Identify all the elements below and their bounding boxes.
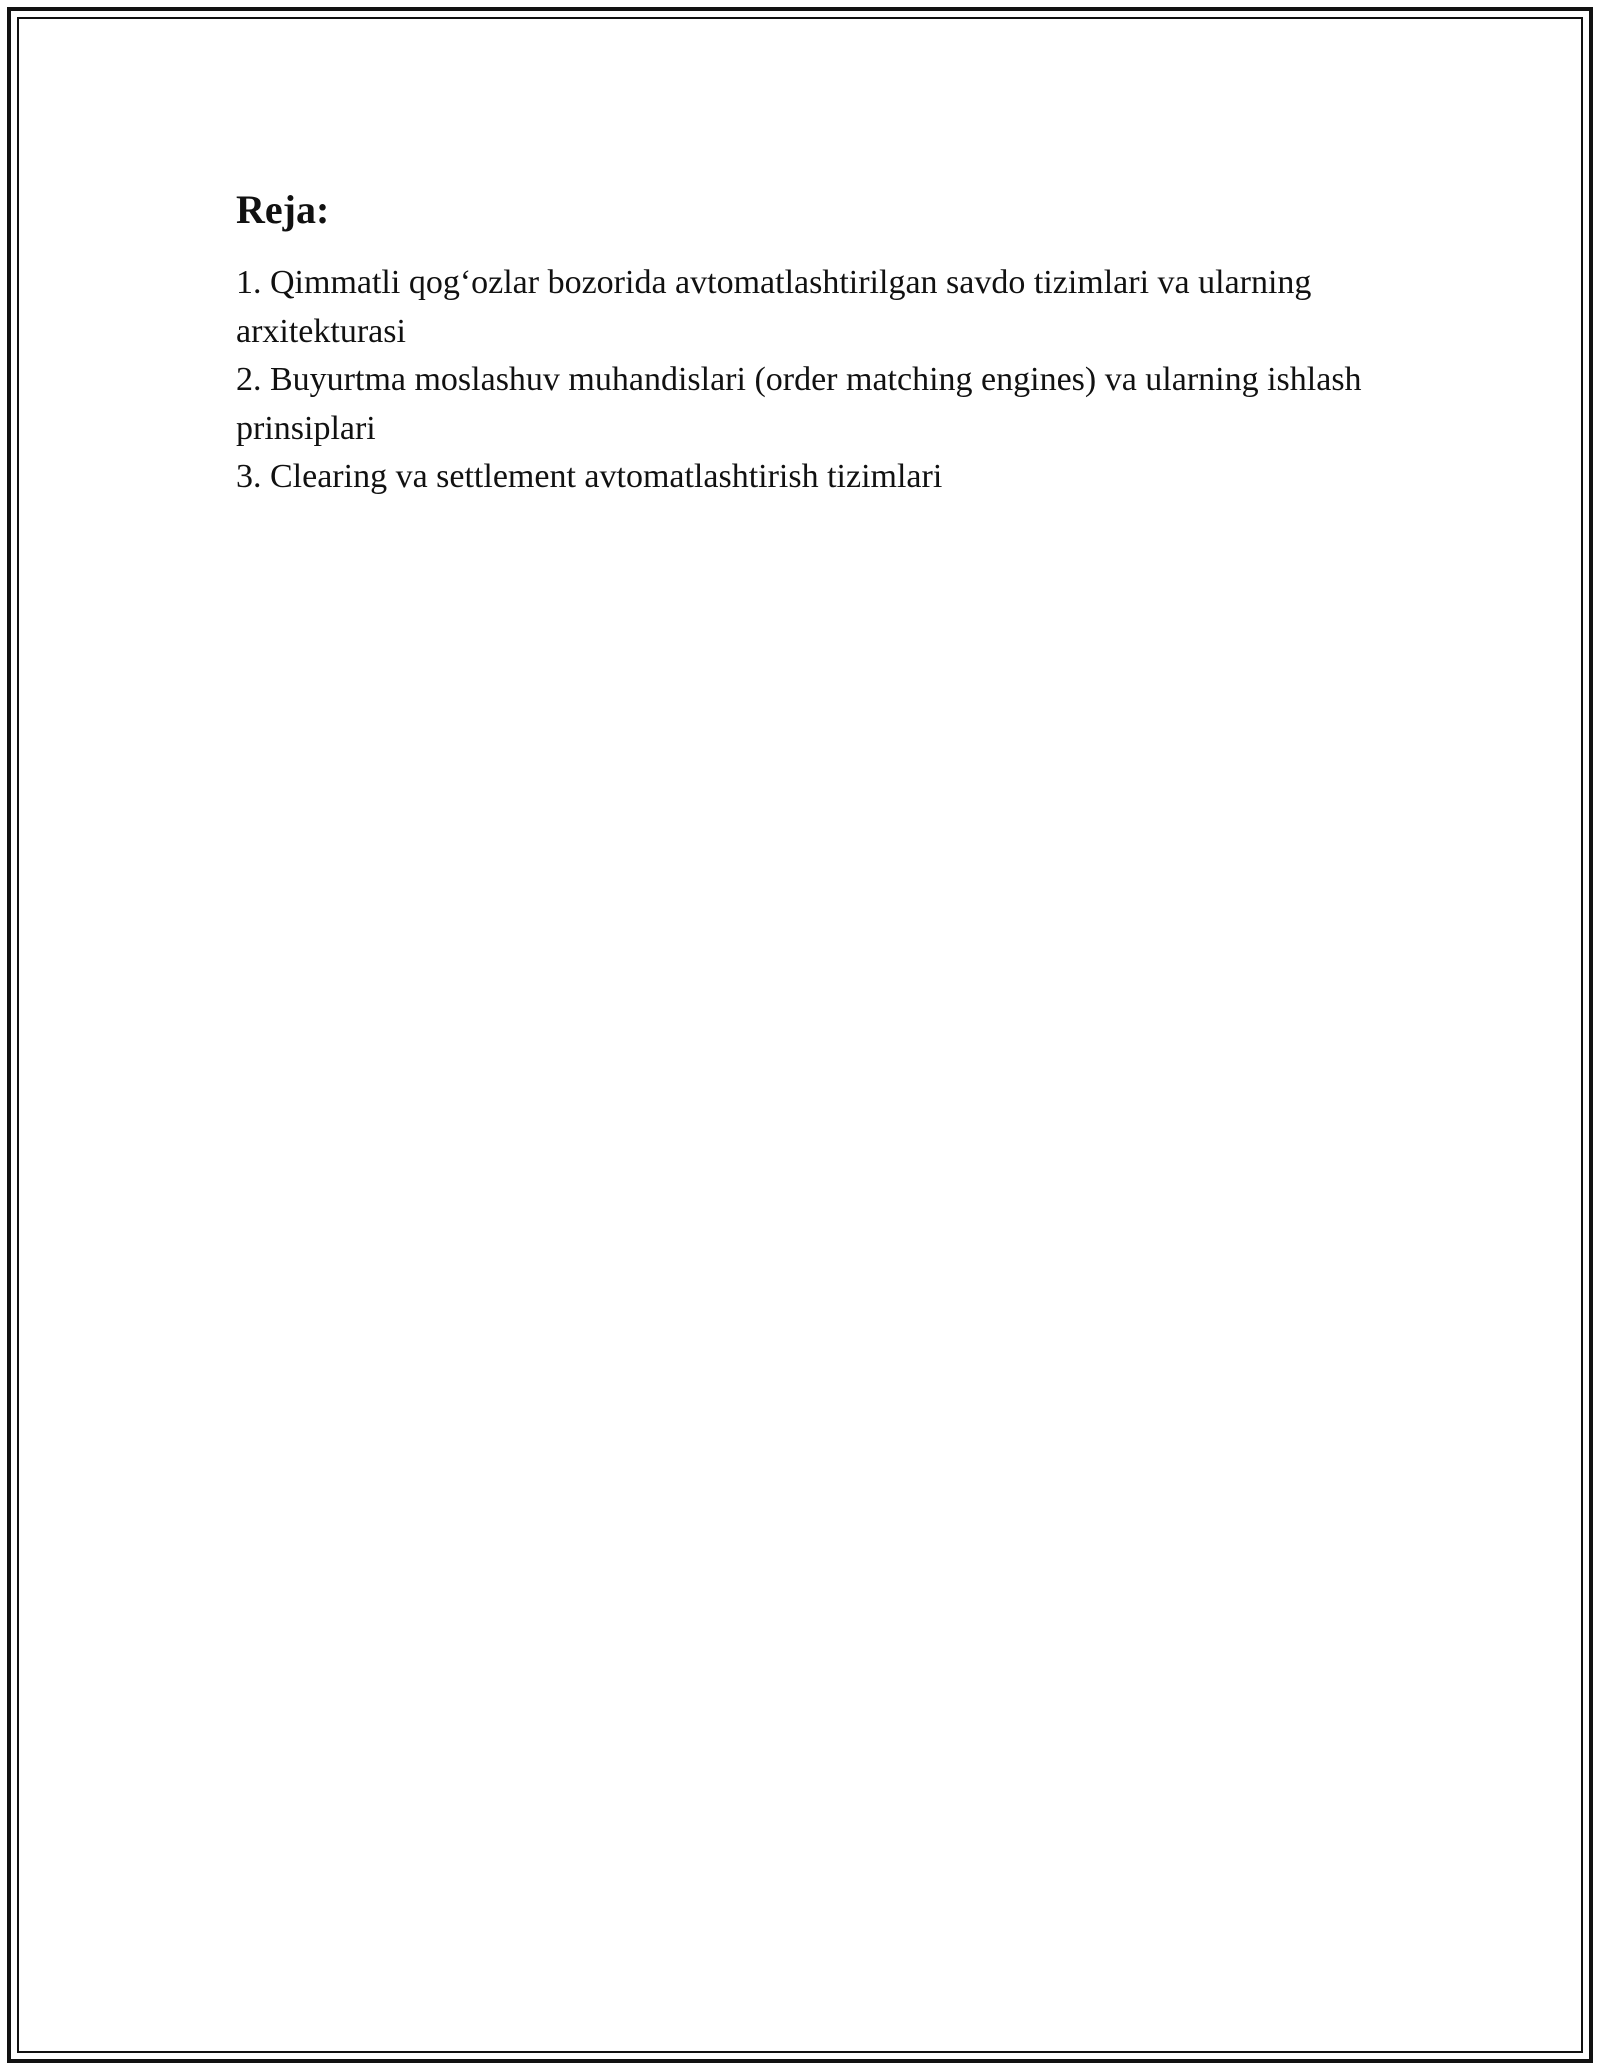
document-body [236, 185, 1366, 502]
plan-item-2: 2. Buyurtma moslashuv muhandislari (order matching engines) va ularning ishlash prinsiplari [236, 361, 1362, 447]
plan-item-1: 1. Qimmatli qog‘ozlar bozorida avtomatlashtirilgan savdo tizimlari va ularning arxitekturasi [236, 264, 1312, 350]
plan-item-3: 3. Clearing va settlement avtomatlashtirish tizimlari [236, 458, 943, 495]
plan-list [236, 259, 1366, 502]
plan-heading: Reja: [236, 187, 330, 232]
